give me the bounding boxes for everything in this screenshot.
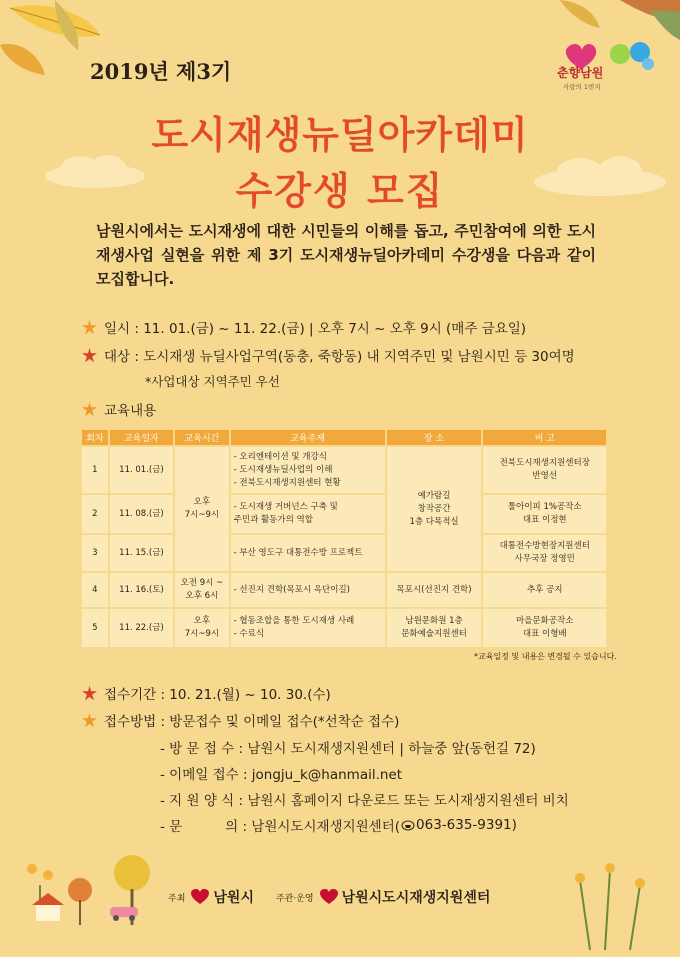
- session-date: 11. 08.(금): [110, 495, 173, 533]
- session-no: 5: [82, 609, 108, 647]
- col-header: 회차: [82, 430, 108, 445]
- apply-method: 접수방법 : 방문접수 및 이메일 접수(*선착순 접수): [104, 714, 400, 730]
- session-topic: [231, 609, 385, 647]
- session-topic: [231, 495, 385, 533]
- orange-star-icon: [82, 320, 97, 335]
- session-place: 목포시(선진지 견학): [387, 573, 482, 607]
- center-heart-logo-icon: [320, 889, 338, 905]
- contact-prefix: - 문 의 : 남원시도시재생지원센터(: [160, 819, 401, 835]
- topic-line: - 전북도시재생지원센터 현황: [233, 477, 341, 488]
- session-no: 1: [82, 447, 108, 493]
- note-line: 추후 공지: [526, 584, 563, 595]
- main-subtitle: 수강생 모집: [235, 169, 445, 213]
- target-line: [82, 345, 575, 365]
- session-time: [175, 573, 228, 607]
- apply-contact: [160, 815, 517, 835]
- table-row: [82, 573, 606, 607]
- session-topic: [231, 447, 385, 493]
- time-line: 7시~9시: [184, 510, 220, 520]
- session-date: 11. 01.(금): [110, 447, 173, 493]
- topic-line: - 오리엔테이션 및 개강식: [233, 451, 327, 462]
- time-line: 오후: [193, 497, 211, 507]
- session-no: 3: [82, 535, 108, 571]
- note-line: 대표 이형배: [522, 629, 567, 639]
- orange-star-icon: [82, 402, 97, 417]
- table-row: [82, 447, 606, 493]
- place-line: 남원문화원 1층: [405, 616, 463, 626]
- place-line: 문화예술지원센터: [401, 629, 467, 639]
- topic-line: - 수료식: [233, 629, 265, 639]
- year-title: 2019년 제3기: [90, 59, 232, 84]
- session-note: [483, 447, 606, 493]
- table-header-row: [82, 430, 606, 445]
- place-line: 예가람길: [417, 490, 451, 501]
- logo-subtitle: 사랑의 1번지: [563, 83, 601, 91]
- apply-visit: - 방 문 접 수 : 남원시 도시재생지원센터 | 하늘중 앞(동헌길 72): [160, 741, 536, 757]
- session-date: 11. 22.(금): [110, 609, 173, 647]
- contact-phone: 063-635-9391): [416, 817, 517, 833]
- time-line: 오전 9시 ~: [180, 578, 224, 588]
- col-header: 교육주제: [231, 430, 385, 445]
- apply-form: - 지 원 양 식 : 남원시 홈페이지 다운로드 또는 도시재생지원센터 비치: [160, 793, 569, 809]
- topic-line: - 부산 영도구 대통전수방 프로젝트: [233, 547, 363, 558]
- col-header: 교육일자: [110, 430, 173, 445]
- target-note: *사업대상 지역주민 우선: [145, 374, 280, 389]
- red-star-icon: [82, 348, 97, 363]
- note-line: 대통전수방현장지원센터: [499, 541, 590, 551]
- main-title: 도시재생뉴딜아카데미: [151, 113, 529, 157]
- topic-line: - 도시재생뉴딜사업의 이해: [233, 464, 333, 475]
- flowers-illustration: [560, 850, 680, 957]
- session-place: [387, 447, 482, 571]
- footer: [168, 887, 490, 907]
- col-header: 장 소: [387, 430, 482, 445]
- phone-icon: [401, 820, 415, 831]
- intro-paragraph: 남원시에서는 도시재생에 대한 시민들의 이해를 돕고, 주민참여에 의한 도시재생사업 실현을 위한 제 3기 도시재생뉴딜아카데미 수강생을 다음과 같이 모집합니다.: [96, 222, 596, 288]
- note-line: 사무국장 정영민: [514, 554, 575, 564]
- place-line: 창작공간: [417, 503, 451, 514]
- apply-email: - 이메일 접수 : jongju_k@hanmail.net: [160, 767, 403, 783]
- topic-line: - 협동조합을 통한 도시재생 사례: [233, 616, 355, 626]
- village-illustration: [10, 845, 160, 957]
- table-row: [82, 495, 606, 533]
- session-topic: [231, 573, 385, 607]
- session-note: [483, 609, 606, 647]
- session-place: [387, 609, 482, 647]
- apply-period: 접수기간 : 10. 21.(월) ~ 10. 30.(수): [104, 687, 331, 703]
- organizer-name: 남원시도시재생지원센터: [341, 890, 491, 906]
- target-text: 대상 : 도시재생 뉴딜사업구역(동충, 죽항동) 내 지역주민 및 남원시민 등 30여명: [104, 349, 575, 365]
- session-date: 11. 15.(금): [110, 535, 173, 571]
- apply-method-line: [82, 710, 399, 730]
- session-time: [175, 609, 228, 647]
- schedule-line: [82, 317, 526, 337]
- session-time: [175, 447, 228, 571]
- topic-line: 주민과 활동가의 역할: [233, 515, 313, 525]
- session-note: [483, 573, 606, 607]
- table-row: [82, 609, 606, 647]
- edu-label: 교육내용: [104, 403, 157, 419]
- session-no: 2: [82, 495, 108, 533]
- table-footnote: *교육일정 및 내용은 변경될 수 있습니다.: [474, 652, 617, 661]
- organizer-label: 주관·운영: [275, 893, 314, 904]
- session-note: [483, 535, 606, 571]
- session-no: 4: [82, 573, 108, 607]
- education-table: [80, 428, 608, 649]
- table-row: [82, 535, 606, 571]
- place-line: 1층 다목적실: [409, 516, 459, 527]
- col-header: 비 고: [483, 430, 606, 445]
- orange-star-icon: [82, 713, 97, 728]
- session-date: 11. 16.(토): [110, 573, 173, 607]
- note-line: 반영선: [532, 471, 558, 481]
- note-line: 마을문화공작소: [516, 616, 574, 626]
- edu-label-line: [82, 399, 156, 419]
- note-line: 전북도시재생지원센터장: [499, 458, 590, 468]
- note-line: 툴아이피 1%공작소: [507, 502, 582, 512]
- topic-line: - 선진지 견학(목포시 옥단이길): [233, 584, 350, 595]
- host-label: 주최: [168, 893, 186, 904]
- time-line: 오후 6시: [185, 591, 219, 601]
- session-topic: [231, 535, 385, 571]
- host-name: 남원시: [213, 890, 254, 906]
- session-note: [483, 495, 606, 533]
- col-header: 교육시간: [175, 430, 228, 445]
- namwon-heart-logo-icon: [191, 889, 209, 905]
- time-line: 7시~9시: [184, 629, 220, 639]
- schedule-text: 일시 : 11. 01.(금) ~ 11. 22.(금) | 오후 7시 ~ 오후 9시 (매주 금요일): [104, 321, 527, 337]
- logo-text: 춘향남원: [557, 66, 604, 80]
- time-line: 오후: [193, 616, 211, 626]
- note-line: 대표 이정현: [522, 515, 567, 525]
- topic-line: - 도시재생 거버넌스 구축 및: [233, 502, 338, 512]
- red-star-icon: [82, 686, 97, 701]
- apply-period-line: [82, 683, 331, 703]
